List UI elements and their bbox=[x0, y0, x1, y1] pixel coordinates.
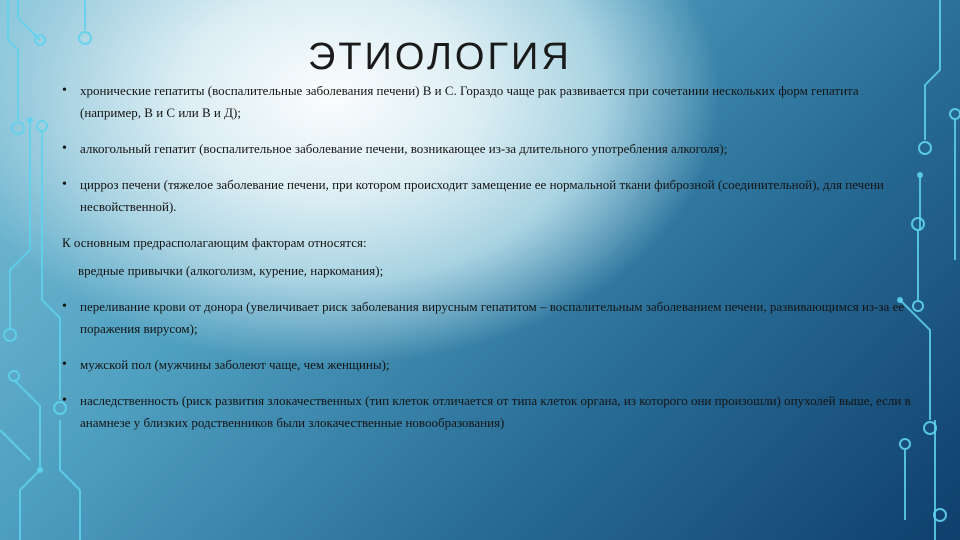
bullet-item: • хронические гепатиты (воспалительные заболевания печени) B и C. Гораздо чаще рак развивается при сочетании нескольких форм гепатита (например, B и C или B и Д); bbox=[62, 80, 922, 124]
bullet-item: • цирроз печени (тяжелое заболевание печени, при котором происходит замещение ее нормальной ткани фиброзной (соединительной), для печени несвойственной). bbox=[62, 174, 922, 218]
slide-body bbox=[62, 80, 922, 448]
slide-title: ЭТИОЛОГИЯ bbox=[308, 36, 572, 78]
habits-line: вредные привычки (алкоголизм, курение, наркомания); bbox=[78, 263, 384, 278]
bullet-item: • алкогольный гепатит (воспалительное заболевание печени, возникающее из-за длительного употребления алкоголя); bbox=[62, 138, 922, 160]
factors-heading: К основным предрасполагающим факторам относятся: bbox=[62, 235, 367, 250]
bullet-item: • переливание крови от донора (увеличивает риск заболевания вирусным гепатитом – воспалительным заболеванием печени, развивающимся из-за ее поражения вирусом); bbox=[62, 296, 922, 340]
bullet-item: • наследственность (риск развития злокачественных (тип клеток отличается от типа клеток органа, из которого они произошли) опухолей выше, если в анамнезе у близких родственников были злокачественные новообразования) bbox=[62, 390, 922, 434]
bullet-item: • мужской пол (мужчины заболеют чаще, чем женщины); bbox=[62, 354, 922, 376]
